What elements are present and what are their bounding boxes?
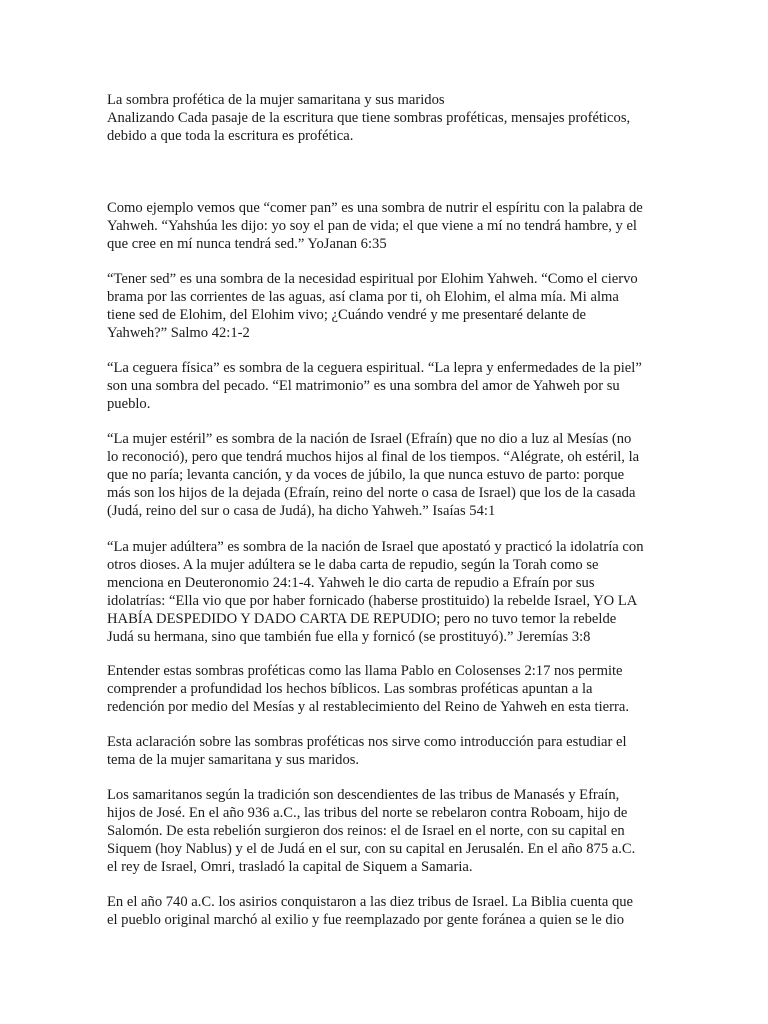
paragraph-line: hijos de José. En el año 936 a.C., las tribus del norte se rebelaron contra Roboam, hijo de [107, 804, 628, 821]
paragraph-line: Salomón. De esta rebelión surgieron dos reinos: el de Israel en el norte, con su capital en [107, 822, 625, 839]
paragraph-line: otros dioses. A la mujer adúltera se le daba carta de repudio, según la Torah como se [107, 556, 599, 573]
paragraph-line: Judá su hermana, sino que también fue ella y fornicó (se prostituyó).” Jeremías 3:8 [107, 628, 591, 645]
paragraph-line: “La ceguera física” es sombra de la ceguera espiritual. “La lepra y enfermedades de la piel” [107, 360, 642, 376]
paragraph-line: Como ejemplo vemos que “comer pan” es una sombra de nutrir el espíritu con la palabra de [107, 200, 643, 216]
paragraph-samaritanos [107, 787, 635, 877]
intro-line: debido a que toda la escritura es profética. [107, 127, 354, 144]
paragraph-line: que cree en mí nunca tendrá sed.” YoJanan 6:35 [107, 235, 387, 252]
paragraph-line: En el año 740 a.C. los asirios conquistaron a las diez tribus de Israel. La Biblia cuenta que [107, 894, 634, 910]
paragraph-aclaracion [107, 734, 627, 770]
paragraph-line: son una sombra del pecado. “El matrimonio” es una sombra del amor de Yahweh por su [107, 377, 620, 394]
paragraph-line: el pueblo original marchó al exilio y fue reemplazado por gente foránea a quien se le dio [107, 911, 625, 928]
paragraph-mujer-esteril [107, 431, 639, 521]
paragraph-tener-sed [107, 271, 638, 343]
paragraph-line: Yahweh?” Salmo 42:1-2 [107, 324, 250, 341]
paragraph-line: comprender a profundidad los hechos bíblicos. Las sombras proféticas apuntan a la [107, 680, 593, 697]
paragraph-line: “Tener sed” es una sombra de la necesidad espiritual por Elohim Yahweh. “Como el ciervo [107, 271, 638, 287]
paragraph-ceguera [107, 360, 642, 414]
paragraph-line: tema de la mujer samaritana y sus maridos. [107, 751, 360, 768]
paragraph-line: menciona en Deuteronomio 24:1-4. Yahweh le dio carta de repudio a Efraín por sus [107, 574, 595, 591]
paragraph-line: “La mujer adúltera” es sombra de la nación de Israel que apostató y practicó la idolatría con [107, 539, 644, 555]
paragraph-line: HABÍA DESPEDIDO Y DADO CARTA DE REPUDIO; pero no tuvo temor la rebelde [107, 610, 617, 627]
intro-line: Analizando Cada pasaje de la escritura que tiene sombras proféticas, mensajes proféticos, [107, 109, 631, 126]
paragraph-line: (Judá, reino del sur o casa de Judá), ha dicho Yahweh.” Isaías 54:1 [107, 502, 496, 519]
paragraph-line: que no paría; levanta canción, y da voces de júbilo, la que nunca estuvo de parto: porque [107, 466, 625, 483]
document-title: La sombra profética de la mujer samaritana y sus maridos [107, 92, 445, 108]
paragraph-line: el rey de Israel, Omri, trasladó la capital de Siquem a Samaria. [107, 858, 473, 875]
paragraph-line: Siquem (hoy Nablus) y el de Judá en el sur, con su capital en Jerusalén. En el año 875 a.C. [107, 840, 636, 857]
paragraph-line: Entender estas sombras proféticas como las llama Pablo en Colosenses 2:17 nos permite [107, 663, 623, 679]
paragraph-line: brama por las corrientes de las aguas, así clama por ti, oh Elohim, el alma mía. Mi alma [107, 288, 619, 305]
paragraph-comer-pan [107, 200, 643, 254]
paragraph-line: idolatrías: “Ella vio que por haber fornicado (haberse prostituido) la rebelde Israel, YO LA [107, 592, 638, 609]
paragraph-entender-sombras [107, 663, 629, 717]
paragraph-line: pueblo. [107, 395, 151, 412]
paragraph-line: “La mujer estéril” es sombra de la nación de Israel (Efraín) que no dio a luz al Mesías (no [107, 431, 632, 447]
paragraph-asirios [107, 894, 633, 930]
paragraph-line: Los samaritanos según la tradición son descendientes de las tribus de Manasés y Efraín, [107, 787, 620, 803]
paragraph-line: Esta aclaración sobre las sombras proféticas nos sirve como introducción para estudiar el [107, 734, 627, 750]
paragraph-line: Yahweh. “Yahshúa les dijo: yo soy el pan de vida; el que viene a mí no tendrá hambre, y el [107, 217, 637, 234]
paragraph-line: tiene sed de Elohim, del Elohim vivo; ¿Cuándo vendré y me presentaré delante de [107, 306, 587, 323]
paragraph-line: lo reconoció), pero que tendrá muchos hijos al final de los tiempos. “Alégrate, oh estéril, la [107, 448, 640, 465]
document-header [107, 92, 630, 146]
paragraph-mujer-adultera [107, 539, 644, 646]
paragraph-line: más son los hijos de la dejada (Efraín, reino del norte o casa de Israel) que los de la casada [107, 484, 636, 501]
paragraph-line: redención por medio del Mesías y al restablecimiento del Reino de Yahweh en esta tierra. [107, 698, 629, 715]
